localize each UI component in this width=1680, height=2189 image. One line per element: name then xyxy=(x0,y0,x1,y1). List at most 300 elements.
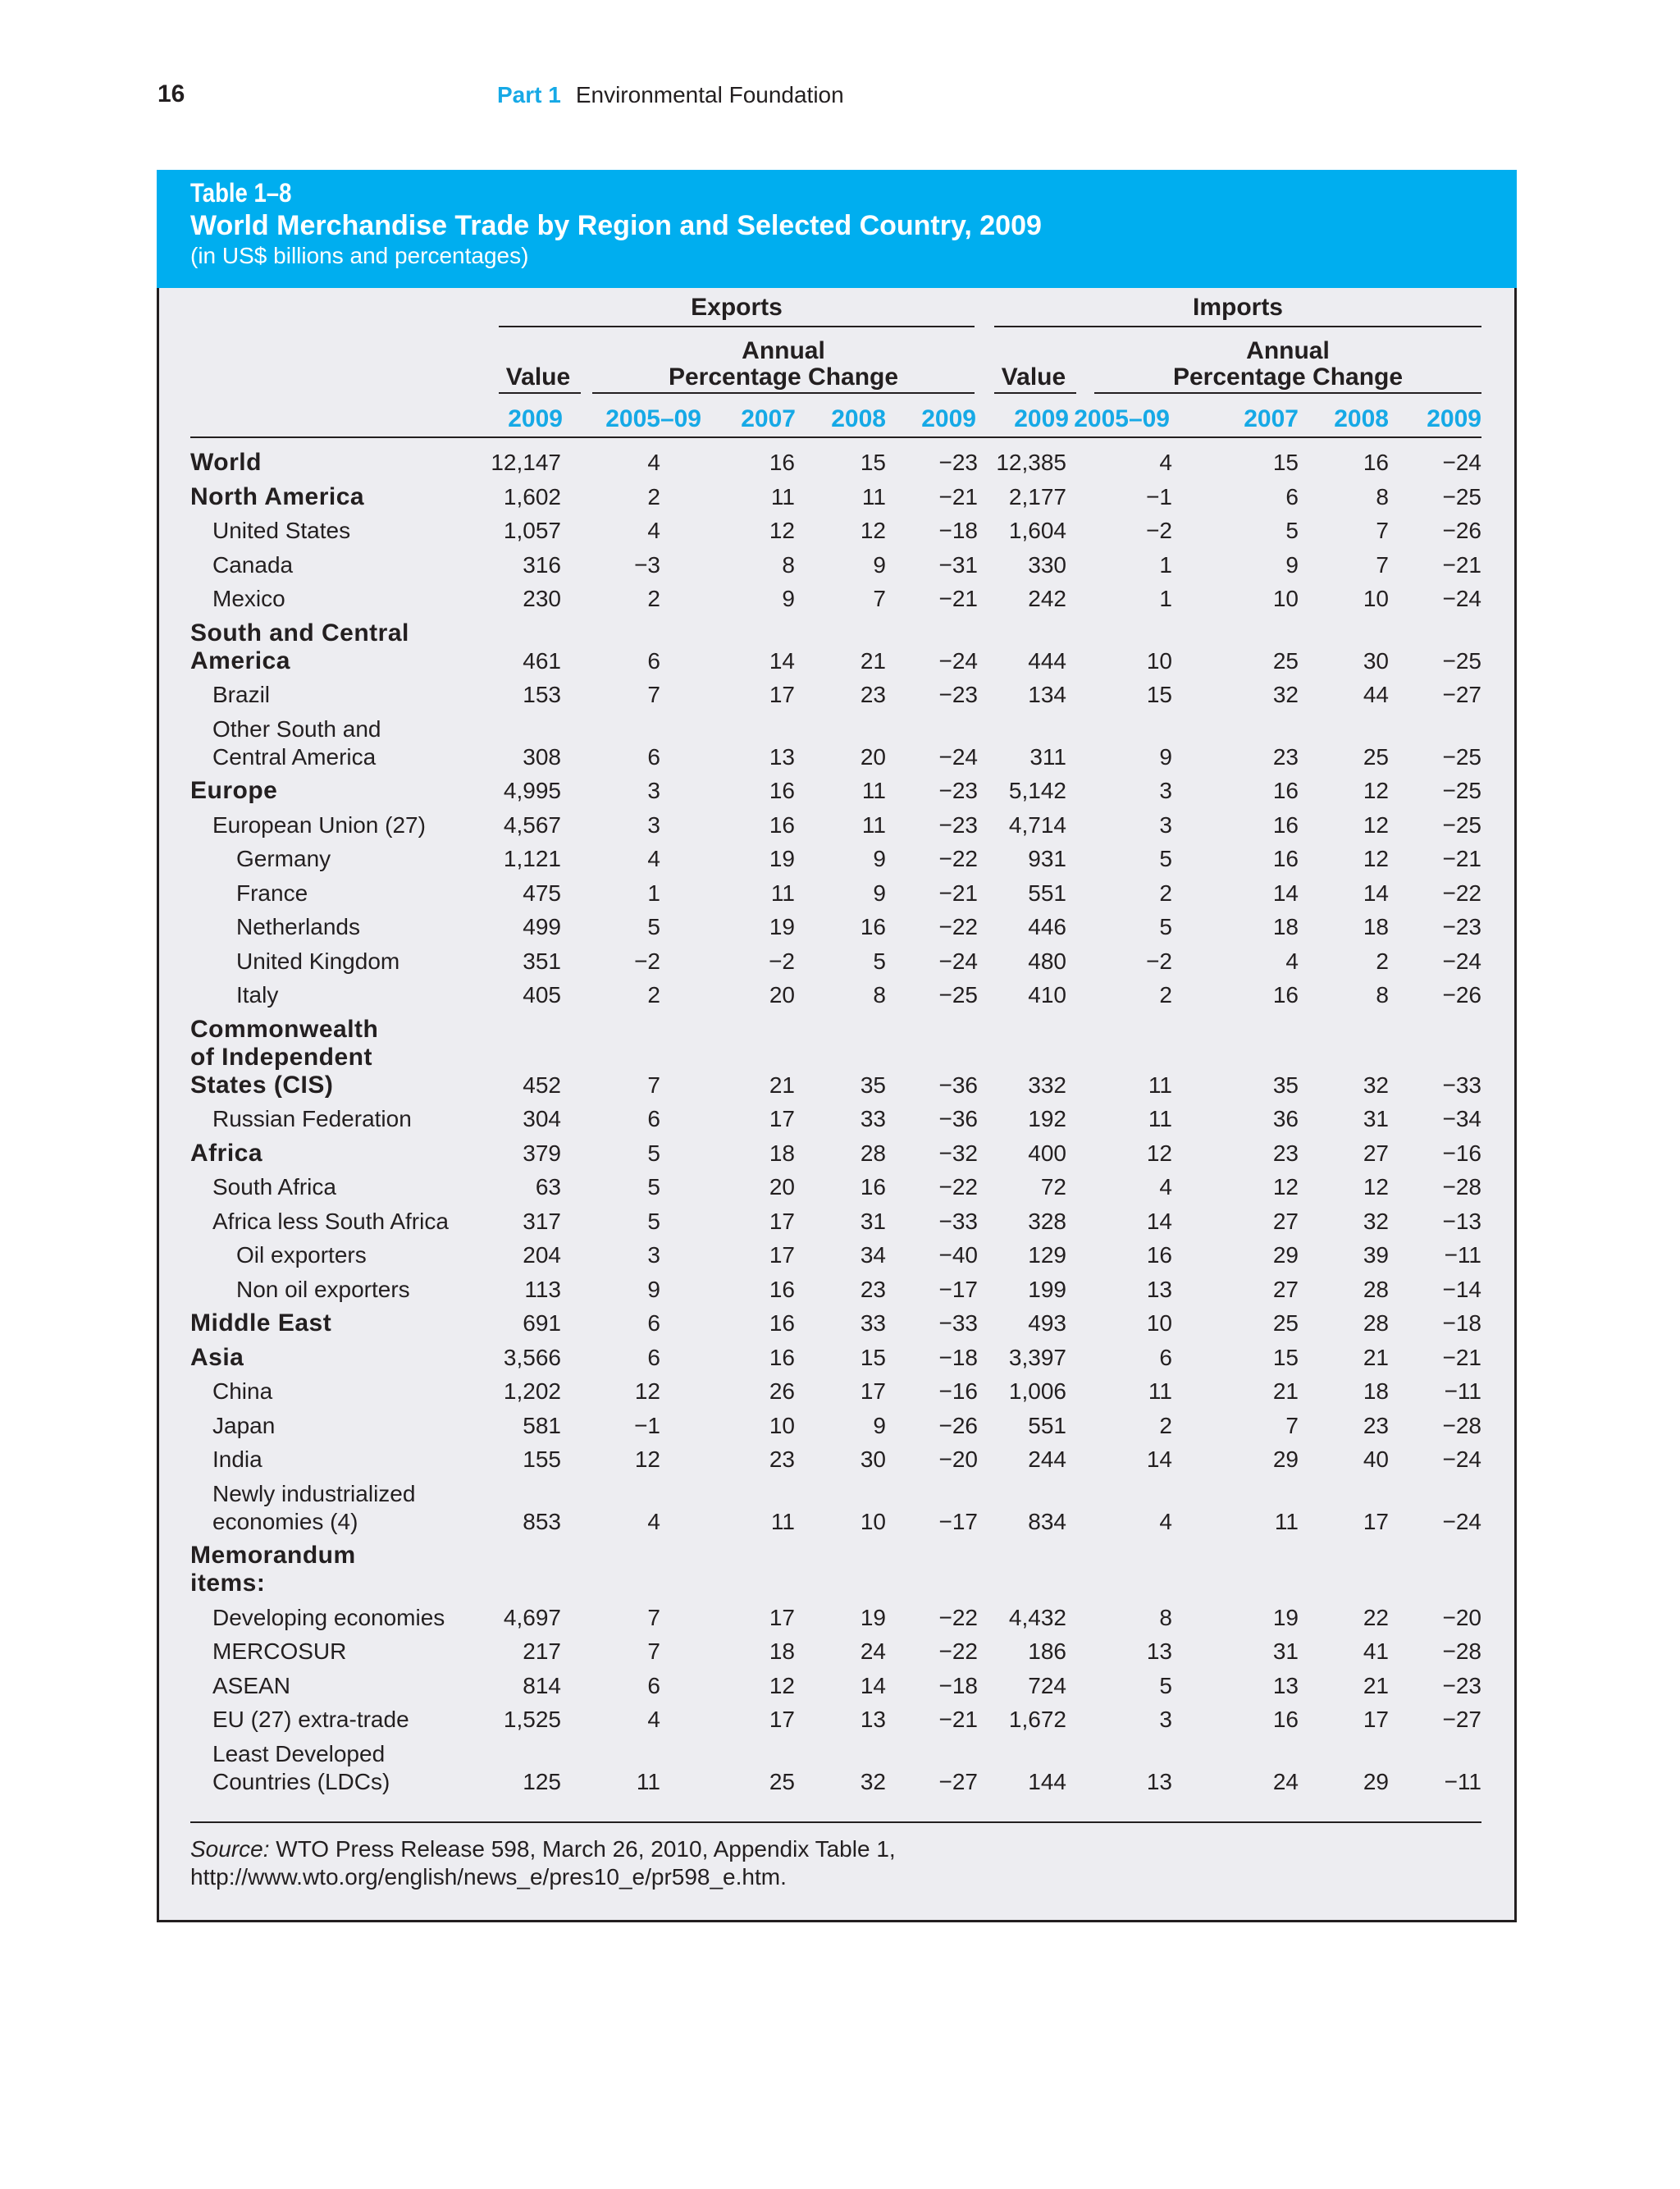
cell-value: 36 xyxy=(1272,1106,1299,1131)
exports-annual-line-2: Percentage Change xyxy=(668,363,899,391)
cell-value: −24 xyxy=(1442,586,1481,611)
row-label: Non oil exporters xyxy=(236,1276,410,1302)
cell-value: 72 xyxy=(1040,1174,1066,1200)
cell-value: −2 xyxy=(769,948,795,974)
cell-value: 1 xyxy=(1159,551,1172,578)
cell-value: −24 xyxy=(938,743,978,770)
row-label: Asia xyxy=(190,1343,244,1371)
cell-value: 9 xyxy=(873,551,886,578)
cell-value: 2 xyxy=(1376,948,1389,974)
row-label: items: xyxy=(190,1570,266,1597)
cell-value: 125 xyxy=(523,1768,561,1794)
cell-value: 21 xyxy=(769,1072,795,1098)
cell-value: 6 xyxy=(647,1672,660,1698)
cell-value: 7 xyxy=(873,586,886,611)
cell-value: −21 xyxy=(1442,846,1481,871)
cell-value: 3 xyxy=(647,1242,660,1268)
row-label: North America xyxy=(190,482,365,510)
year-header: 2008 xyxy=(831,405,886,432)
cell-value: 12 xyxy=(634,1378,660,1404)
cell-value: −17 xyxy=(938,1276,978,1302)
cell-value: 8 xyxy=(1376,483,1389,510)
cell-value: 113 xyxy=(524,1276,561,1302)
cell-value: 4 xyxy=(1159,1174,1172,1200)
cell-value: 153 xyxy=(523,682,561,707)
cell-value: 12 xyxy=(1363,811,1389,838)
cell-value: −18 xyxy=(938,518,978,543)
cell-value: 17 xyxy=(769,1242,795,1268)
year-header: 2009 xyxy=(1014,405,1069,432)
cell-value: 24 xyxy=(860,1638,886,1664)
cell-value: 6 xyxy=(647,1106,660,1131)
cell-value: 16 xyxy=(769,778,795,803)
cell-value: −26 xyxy=(1442,518,1481,543)
row-label: Africa xyxy=(190,1139,263,1167)
cell-value: 9 xyxy=(873,846,886,871)
cell-value: 2 xyxy=(1159,1412,1172,1438)
cell-value: 8 xyxy=(782,551,795,578)
row-label: United States xyxy=(212,518,351,543)
cell-value: −25 xyxy=(1442,743,1481,770)
row-label: America xyxy=(190,647,290,674)
header-bottom-rule xyxy=(190,436,1481,438)
row-label: Countries (LDCs) xyxy=(212,1768,390,1794)
cell-value: 21 xyxy=(1272,1378,1299,1404)
cell-value: 405 xyxy=(523,982,561,1008)
cell-value: −22 xyxy=(938,846,978,871)
table-number: Table 1–8 xyxy=(190,178,292,208)
cell-value: 11 xyxy=(1274,1508,1299,1534)
cell-value: 30 xyxy=(860,1446,886,1472)
cell-value: 27 xyxy=(1363,1140,1389,1166)
cell-value: 15 xyxy=(1146,682,1172,707)
cell-value: 63 xyxy=(535,1174,561,1200)
cell-value: 7 xyxy=(1376,518,1389,543)
row-label: Netherlands xyxy=(236,914,360,939)
cell-value: 6 xyxy=(647,647,660,674)
cell-value: 11 xyxy=(1148,1378,1172,1404)
cell-value: −18 xyxy=(938,1344,978,1370)
cell-value: −22 xyxy=(938,914,978,939)
cell-value: 33 xyxy=(860,1106,886,1131)
cell-value: 144 xyxy=(1028,1768,1066,1794)
cell-value: 186 xyxy=(1028,1638,1066,1664)
row-label: economies (4) xyxy=(212,1508,358,1534)
cell-value: 14 xyxy=(1146,1208,1172,1234)
cell-value: 5 xyxy=(647,1140,660,1166)
cell-value: 5 xyxy=(873,948,886,974)
cell-value: 40 xyxy=(1363,1446,1389,1472)
cell-value: 444 xyxy=(1028,647,1066,674)
cell-value: −36 xyxy=(938,1106,978,1131)
cell-value: 16 xyxy=(769,1276,795,1302)
cell-value: 14 xyxy=(769,647,795,674)
imports-rule xyxy=(994,326,1481,327)
cell-value: 4 xyxy=(1159,450,1172,475)
cell-value: 242 xyxy=(1028,586,1066,611)
cell-value: 11 xyxy=(861,811,886,838)
cell-value: −22 xyxy=(938,1174,978,1200)
cell-value: 28 xyxy=(1363,1310,1389,1336)
cell-value: 11 xyxy=(1148,1072,1172,1098)
cell-value: 21 xyxy=(860,647,886,674)
cell-value: 18 xyxy=(1363,1378,1389,1404)
cell-value: 25 xyxy=(769,1768,795,1794)
cell-value: −21 xyxy=(1442,1344,1481,1370)
cell-value: 25 xyxy=(1363,743,1389,770)
cell-value: 14 xyxy=(860,1672,886,1698)
cell-value: −33 xyxy=(938,1208,978,1234)
cell-value: 5 xyxy=(1159,1672,1172,1698)
cell-value: 11 xyxy=(636,1768,660,1794)
cell-value: 19 xyxy=(860,1604,886,1630)
imports-annual-line-2: Percentage Change xyxy=(1172,363,1404,391)
cell-value: 5 xyxy=(647,1174,660,1200)
cell-value: −23 xyxy=(938,778,978,803)
cell-value: −25 xyxy=(1442,647,1481,674)
cell-value: −21 xyxy=(1442,551,1481,578)
row-label: States (CIS) xyxy=(190,1071,334,1099)
imports-header: Imports xyxy=(1192,294,1283,321)
cell-value: 10 xyxy=(1146,1310,1172,1336)
cell-value: −28 xyxy=(1442,1174,1481,1200)
cell-value: 20 xyxy=(769,1174,795,1200)
cell-value: 2 xyxy=(1159,982,1172,1008)
running-head xyxy=(497,82,844,108)
cell-value: 12 xyxy=(634,1446,660,1472)
cell-value: 18 xyxy=(1272,914,1299,939)
row-label: EU (27) extra-trade xyxy=(212,1707,409,1732)
cell-value: 2 xyxy=(647,982,660,1008)
cell-value: 23 xyxy=(860,1276,886,1302)
cell-value: −23 xyxy=(938,811,978,838)
cell-value: 4 xyxy=(1285,948,1299,974)
cell-value: −17 xyxy=(938,1508,978,1534)
cell-value: −24 xyxy=(1442,1508,1481,1534)
cell-value: 17 xyxy=(769,1604,795,1630)
cell-value: −3 xyxy=(634,551,660,578)
cell-value: 379 xyxy=(523,1140,561,1166)
cell-value: 16 xyxy=(1272,846,1299,871)
row-label: World xyxy=(190,449,262,476)
row-label: Least Developed xyxy=(212,1740,386,1766)
cell-value: 16 xyxy=(1272,778,1299,803)
cell-value: −11 xyxy=(1444,1242,1481,1268)
cell-value: −2 xyxy=(1146,518,1172,543)
cell-value: 18 xyxy=(769,1140,795,1166)
cell-value: −25 xyxy=(1442,778,1481,803)
cell-value: 16 xyxy=(769,1310,795,1336)
cell-value: −22 xyxy=(938,1638,978,1664)
cell-value: 32 xyxy=(1363,1072,1389,1098)
table-title: World Merchandise Trade by Region and Selected Country, 2009 xyxy=(190,210,1042,241)
cell-value: 12,147 xyxy=(491,450,561,475)
cell-value: −28 xyxy=(1442,1412,1481,1438)
year-header: 2007 xyxy=(1244,405,1299,432)
year-header: 2005–09 xyxy=(605,405,701,432)
year-header: 2005–09 xyxy=(1074,405,1170,432)
year-header: 2009 xyxy=(508,405,563,432)
cell-value: 351 xyxy=(523,948,561,974)
cell-value: 9 xyxy=(1159,743,1172,770)
row-label: Brazil xyxy=(212,682,271,707)
cell-value: 26 xyxy=(769,1378,795,1404)
cell-value: 446 xyxy=(1028,914,1066,939)
cell-value: 23 xyxy=(1272,1140,1299,1166)
cell-value: 551 xyxy=(1028,1412,1066,1438)
cell-value: 4,697 xyxy=(503,1604,561,1630)
cell-value: 13 xyxy=(860,1707,886,1732)
cell-value: 1,121 xyxy=(503,846,561,871)
cell-value: 27 xyxy=(1272,1276,1299,1302)
cell-value: 5 xyxy=(647,914,660,939)
cell-value: 14 xyxy=(1272,880,1299,906)
cell-value: 13 xyxy=(769,743,795,770)
cell-value: 33 xyxy=(860,1310,886,1336)
cell-value: 317 xyxy=(523,1208,561,1234)
cell-value: 17 xyxy=(1363,1508,1389,1534)
row-label: Middle East xyxy=(190,1309,332,1337)
cell-value: 28 xyxy=(860,1140,886,1166)
cell-value: 25 xyxy=(1272,647,1299,674)
cell-value: 931 xyxy=(1028,846,1066,871)
row-label: Oil exporters xyxy=(236,1242,367,1268)
cell-value: 20 xyxy=(860,743,886,770)
cell-value: 31 xyxy=(1363,1106,1389,1131)
part-label: Part 1 xyxy=(497,82,561,107)
cell-value: 155 xyxy=(523,1446,561,1472)
cell-value: 330 xyxy=(1028,551,1066,578)
cell-value: −14 xyxy=(1442,1276,1481,1302)
cell-value: 11 xyxy=(770,483,795,510)
cell-value: 12,385 xyxy=(996,450,1066,475)
cell-value: −16 xyxy=(1442,1140,1481,1166)
cell-value: 16 xyxy=(1272,1707,1299,1732)
cell-value: 18 xyxy=(769,1638,795,1664)
row-label: Europe xyxy=(190,777,278,804)
cell-value: −24 xyxy=(1442,450,1481,475)
row-label: Canada xyxy=(212,551,294,578)
cell-value: −36 xyxy=(938,1072,978,1098)
table-banner xyxy=(157,170,1517,288)
cell-value: −21 xyxy=(938,483,978,510)
cell-value: 23 xyxy=(860,682,886,707)
cell-value: −23 xyxy=(938,682,978,707)
exports-value-header: Value xyxy=(505,363,571,391)
cell-value: 25 xyxy=(1272,1310,1299,1336)
row-label: Developing economies xyxy=(212,1604,445,1630)
cell-value: 17 xyxy=(769,1208,795,1234)
cell-value: 204 xyxy=(523,1242,561,1268)
imports-annual-header xyxy=(1094,338,1481,391)
cell-value: 308 xyxy=(523,743,561,770)
cell-value: −22 xyxy=(938,1604,978,1630)
cell-value: 8 xyxy=(873,982,886,1008)
cell-value: 1,057 xyxy=(503,518,561,543)
cell-value: 853 xyxy=(523,1508,561,1534)
cell-value: 834 xyxy=(1028,1508,1066,1534)
cell-value: 480 xyxy=(1028,948,1066,974)
cell-value: 12 xyxy=(1146,1140,1172,1166)
cell-value: 4,995 xyxy=(503,778,561,803)
cell-value: 19 xyxy=(769,914,795,939)
cell-value: 4 xyxy=(647,1508,660,1534)
cell-value: 12 xyxy=(769,518,795,543)
cell-value: 17 xyxy=(769,682,795,707)
exports-annual-header xyxy=(592,338,975,391)
cell-value: 5 xyxy=(1285,518,1299,543)
cell-value: 691 xyxy=(523,1310,561,1336)
cell-value: 15 xyxy=(860,1344,886,1370)
cell-value: −11 xyxy=(1444,1378,1481,1404)
cell-value: −26 xyxy=(938,1412,978,1438)
row-label: France xyxy=(236,880,308,906)
row-label: Germany xyxy=(236,846,331,871)
cell-value: 11 xyxy=(861,483,886,510)
row-label: Africa less South Africa xyxy=(212,1208,449,1234)
year-header: 2009 xyxy=(1427,405,1481,432)
cell-value: 15 xyxy=(1272,1344,1299,1370)
cell-value: 3 xyxy=(647,811,660,838)
cell-value: 29 xyxy=(1363,1768,1389,1794)
row-label: Commonwealth xyxy=(190,1015,379,1043)
cell-value: 1,602 xyxy=(503,483,561,510)
cell-value: 230 xyxy=(523,586,561,611)
cell-value: 328 xyxy=(1028,1208,1066,1234)
cell-value: 2 xyxy=(647,483,660,510)
cell-value: 23 xyxy=(1272,743,1299,770)
cell-value: −18 xyxy=(1442,1310,1481,1336)
cell-value: −25 xyxy=(1442,811,1481,838)
cell-value: 493 xyxy=(1028,1310,1066,1336)
cell-value: 11 xyxy=(770,1508,795,1534)
cell-value: 5,142 xyxy=(1008,778,1066,803)
cell-value: 5 xyxy=(1159,846,1172,871)
year-header: 2007 xyxy=(741,405,796,432)
cell-value: 2,177 xyxy=(1008,483,1066,510)
imports-annual-line-1: Annual xyxy=(1246,337,1330,364)
cell-value: 1,202 xyxy=(503,1378,561,1404)
cell-value: 17 xyxy=(860,1378,886,1404)
cell-value: −28 xyxy=(1442,1638,1481,1664)
cell-value: −33 xyxy=(1442,1072,1481,1098)
cell-value: 4,567 xyxy=(503,811,561,838)
part-title: Environmental Foundation xyxy=(575,82,844,107)
imports-annual-rule xyxy=(1094,392,1481,394)
cell-value: 12 xyxy=(860,518,886,543)
cell-value: 21 xyxy=(1363,1672,1389,1698)
cell-value: 3 xyxy=(1159,778,1172,803)
year-header: 2008 xyxy=(1334,405,1389,432)
cell-value: −23 xyxy=(1442,914,1481,939)
row-label: ASEAN xyxy=(212,1672,290,1698)
cell-value: 16 xyxy=(860,914,886,939)
row-label: Italy xyxy=(236,982,279,1008)
cell-value: 814 xyxy=(523,1672,561,1698)
cell-value: 17 xyxy=(769,1106,795,1131)
cell-value: 39 xyxy=(1363,1242,1389,1268)
cell-value: 22 xyxy=(1363,1604,1389,1630)
cell-value: 4 xyxy=(1159,1508,1172,1534)
cell-value: 452 xyxy=(523,1072,561,1098)
cell-value: 4 xyxy=(647,450,660,475)
source-rule xyxy=(190,1821,1481,1823)
row-label: United Kingdom xyxy=(236,948,400,974)
cell-value: 581 xyxy=(523,1412,561,1438)
cell-value: 35 xyxy=(1272,1072,1299,1098)
cell-value: −2 xyxy=(634,948,660,974)
cell-value: 3 xyxy=(647,778,660,803)
cell-value: 7 xyxy=(1285,1412,1299,1438)
cell-value: 17 xyxy=(1363,1707,1389,1732)
source-text: WTO Press Release 598, March 26, 2010, Appendix Table 1, http://www.wto.org/english/news_e/pres10_e/pr598_e.htm. xyxy=(190,1836,896,1890)
cell-value: −21 xyxy=(938,586,978,611)
cell-value: 1 xyxy=(647,880,660,906)
cell-value: 5 xyxy=(647,1208,660,1234)
cell-value: −1 xyxy=(1146,483,1172,510)
cell-value: 13 xyxy=(1146,1768,1172,1794)
cell-value: −24 xyxy=(938,948,978,974)
cell-value: −1 xyxy=(634,1412,660,1438)
year-header: 2009 xyxy=(921,405,976,432)
cell-value: 15 xyxy=(860,450,886,475)
exports-annual-line-1: Annual xyxy=(742,337,825,364)
cell-value: −20 xyxy=(1442,1604,1481,1630)
cell-value: −26 xyxy=(1442,982,1481,1008)
cell-value: −34 xyxy=(1442,1106,1481,1131)
value-rule-exports xyxy=(499,392,581,394)
cell-value: 7 xyxy=(647,1638,660,1664)
cell-value: 129 xyxy=(1028,1242,1066,1268)
cell-value: 199 xyxy=(1028,1276,1066,1302)
cell-value: 192 xyxy=(1028,1106,1066,1131)
value-rule-imports xyxy=(994,392,1076,394)
cell-value: 3,566 xyxy=(503,1344,561,1370)
table-subtitle: (in US$ billions and percentages) xyxy=(190,243,529,268)
cell-value: 29 xyxy=(1272,1446,1299,1472)
cell-value: −31 xyxy=(938,551,978,578)
cell-value: 19 xyxy=(1272,1604,1299,1630)
cell-value: 3 xyxy=(1159,1707,1172,1732)
cell-value: 304 xyxy=(523,1106,561,1131)
cell-value: 400 xyxy=(1028,1140,1066,1166)
cell-value: 475 xyxy=(523,880,561,906)
cell-value: −23 xyxy=(1442,1672,1481,1698)
cell-value: 15 xyxy=(1272,450,1299,475)
cell-value: 134 xyxy=(1028,682,1066,707)
cell-value: 44 xyxy=(1363,682,1389,707)
cell-value: 10 xyxy=(1363,586,1389,611)
cell-value: 32 xyxy=(1363,1208,1389,1234)
cell-value: 1,604 xyxy=(1008,518,1066,543)
cell-value: 12 xyxy=(1272,1174,1299,1200)
cell-value: 4 xyxy=(647,846,660,871)
cell-value: −32 xyxy=(938,1140,978,1166)
cell-value: 16 xyxy=(1363,450,1389,475)
cell-value: 14 xyxy=(1146,1446,1172,1472)
row-label: China xyxy=(212,1378,273,1404)
cell-value: 12 xyxy=(1363,778,1389,803)
cell-value: −24 xyxy=(938,647,978,674)
cell-value: 10 xyxy=(1146,647,1172,674)
cell-value: 16 xyxy=(860,1174,886,1200)
cell-value: 316 xyxy=(523,551,561,578)
cell-value: 23 xyxy=(1363,1412,1389,1438)
cell-value: 5 xyxy=(1159,914,1172,939)
cell-value: 4 xyxy=(647,518,660,543)
row-label: Mexico xyxy=(212,586,285,611)
cell-value: −2 xyxy=(1146,948,1172,974)
